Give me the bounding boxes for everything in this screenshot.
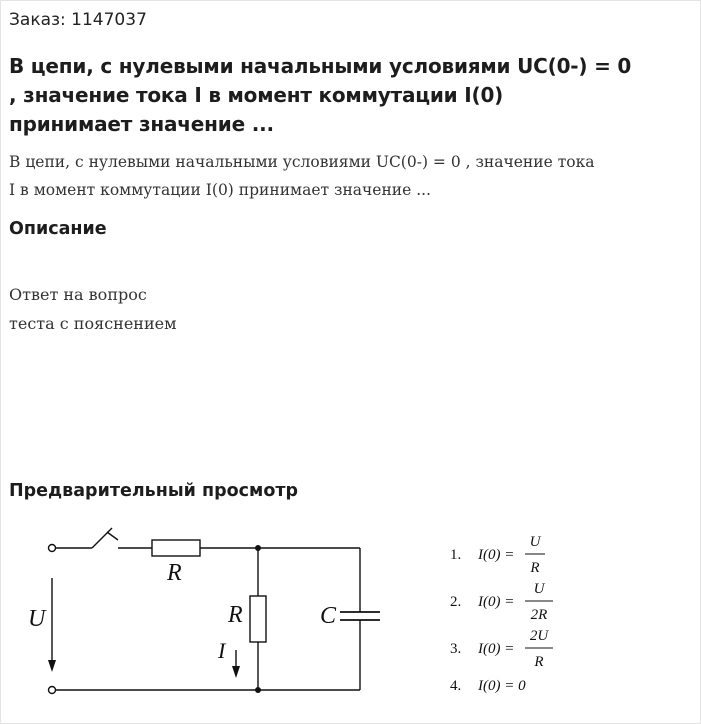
terminal-top xyxy=(49,545,56,552)
label-r-series: R xyxy=(167,560,182,586)
option-lhs: I(0) = xyxy=(478,594,515,610)
preview-heading: Предварительный просмотр xyxy=(9,481,299,501)
junction xyxy=(255,687,261,693)
description-line: Ответ на вопрос xyxy=(9,285,147,304)
option-3 xyxy=(450,628,553,670)
description-heading: Описание xyxy=(9,219,107,239)
option-2 xyxy=(450,581,553,623)
option-number: 1. xyxy=(450,547,462,563)
circuit-diagram xyxy=(0,510,701,720)
option-number: 2. xyxy=(450,594,462,610)
title-line: В цепи, с нулевыми начальными условиями UC(0-) = 0 xyxy=(9,54,632,78)
description-line: теста с пояснением xyxy=(9,314,177,333)
switch-mark xyxy=(107,532,118,540)
option-numerator: U xyxy=(529,534,541,550)
preview-image xyxy=(0,510,701,720)
junction xyxy=(255,545,261,551)
title-line: принимает значение ... xyxy=(9,112,274,136)
question-line: I в момент коммутации I(0) принимает значение ... xyxy=(9,181,431,199)
option-lhs: I(0) = xyxy=(478,547,515,563)
option-denominator: R xyxy=(530,560,540,576)
option-numerator: 2U xyxy=(529,628,549,644)
description-text xyxy=(9,280,177,338)
label-current: I xyxy=(218,638,226,663)
label-capacitor: C xyxy=(320,603,337,629)
option-lhs: I(0) = 0 xyxy=(478,678,526,694)
option-number: 3. xyxy=(450,641,462,657)
title-line: , значение тока I в момент коммутации I(0) xyxy=(9,83,504,107)
option-denominator: R xyxy=(534,654,544,670)
arrow-head xyxy=(232,666,240,678)
label-source: U xyxy=(28,606,46,632)
arrow-head xyxy=(48,660,56,672)
question-text xyxy=(9,148,699,204)
terminal-bottom xyxy=(49,687,56,694)
resistor-series xyxy=(152,540,200,556)
label-r-shunt: R xyxy=(228,602,243,628)
option-lhs: I(0) = xyxy=(478,641,515,657)
page-title xyxy=(9,52,694,139)
question-line: В цепи, с нулевыми начальными условиями UC(0-) = 0 , значение тока xyxy=(9,153,595,171)
option-denominator: 2R xyxy=(530,607,548,623)
option-4 xyxy=(450,678,526,694)
switch-blade xyxy=(92,528,112,548)
answer-options xyxy=(450,534,553,694)
resistor-shunt xyxy=(250,596,266,642)
option-number: 4. xyxy=(450,678,462,694)
order-number: Заказ: 1147037 xyxy=(9,10,147,30)
option-1 xyxy=(450,534,545,576)
option-numerator: U xyxy=(533,581,545,597)
